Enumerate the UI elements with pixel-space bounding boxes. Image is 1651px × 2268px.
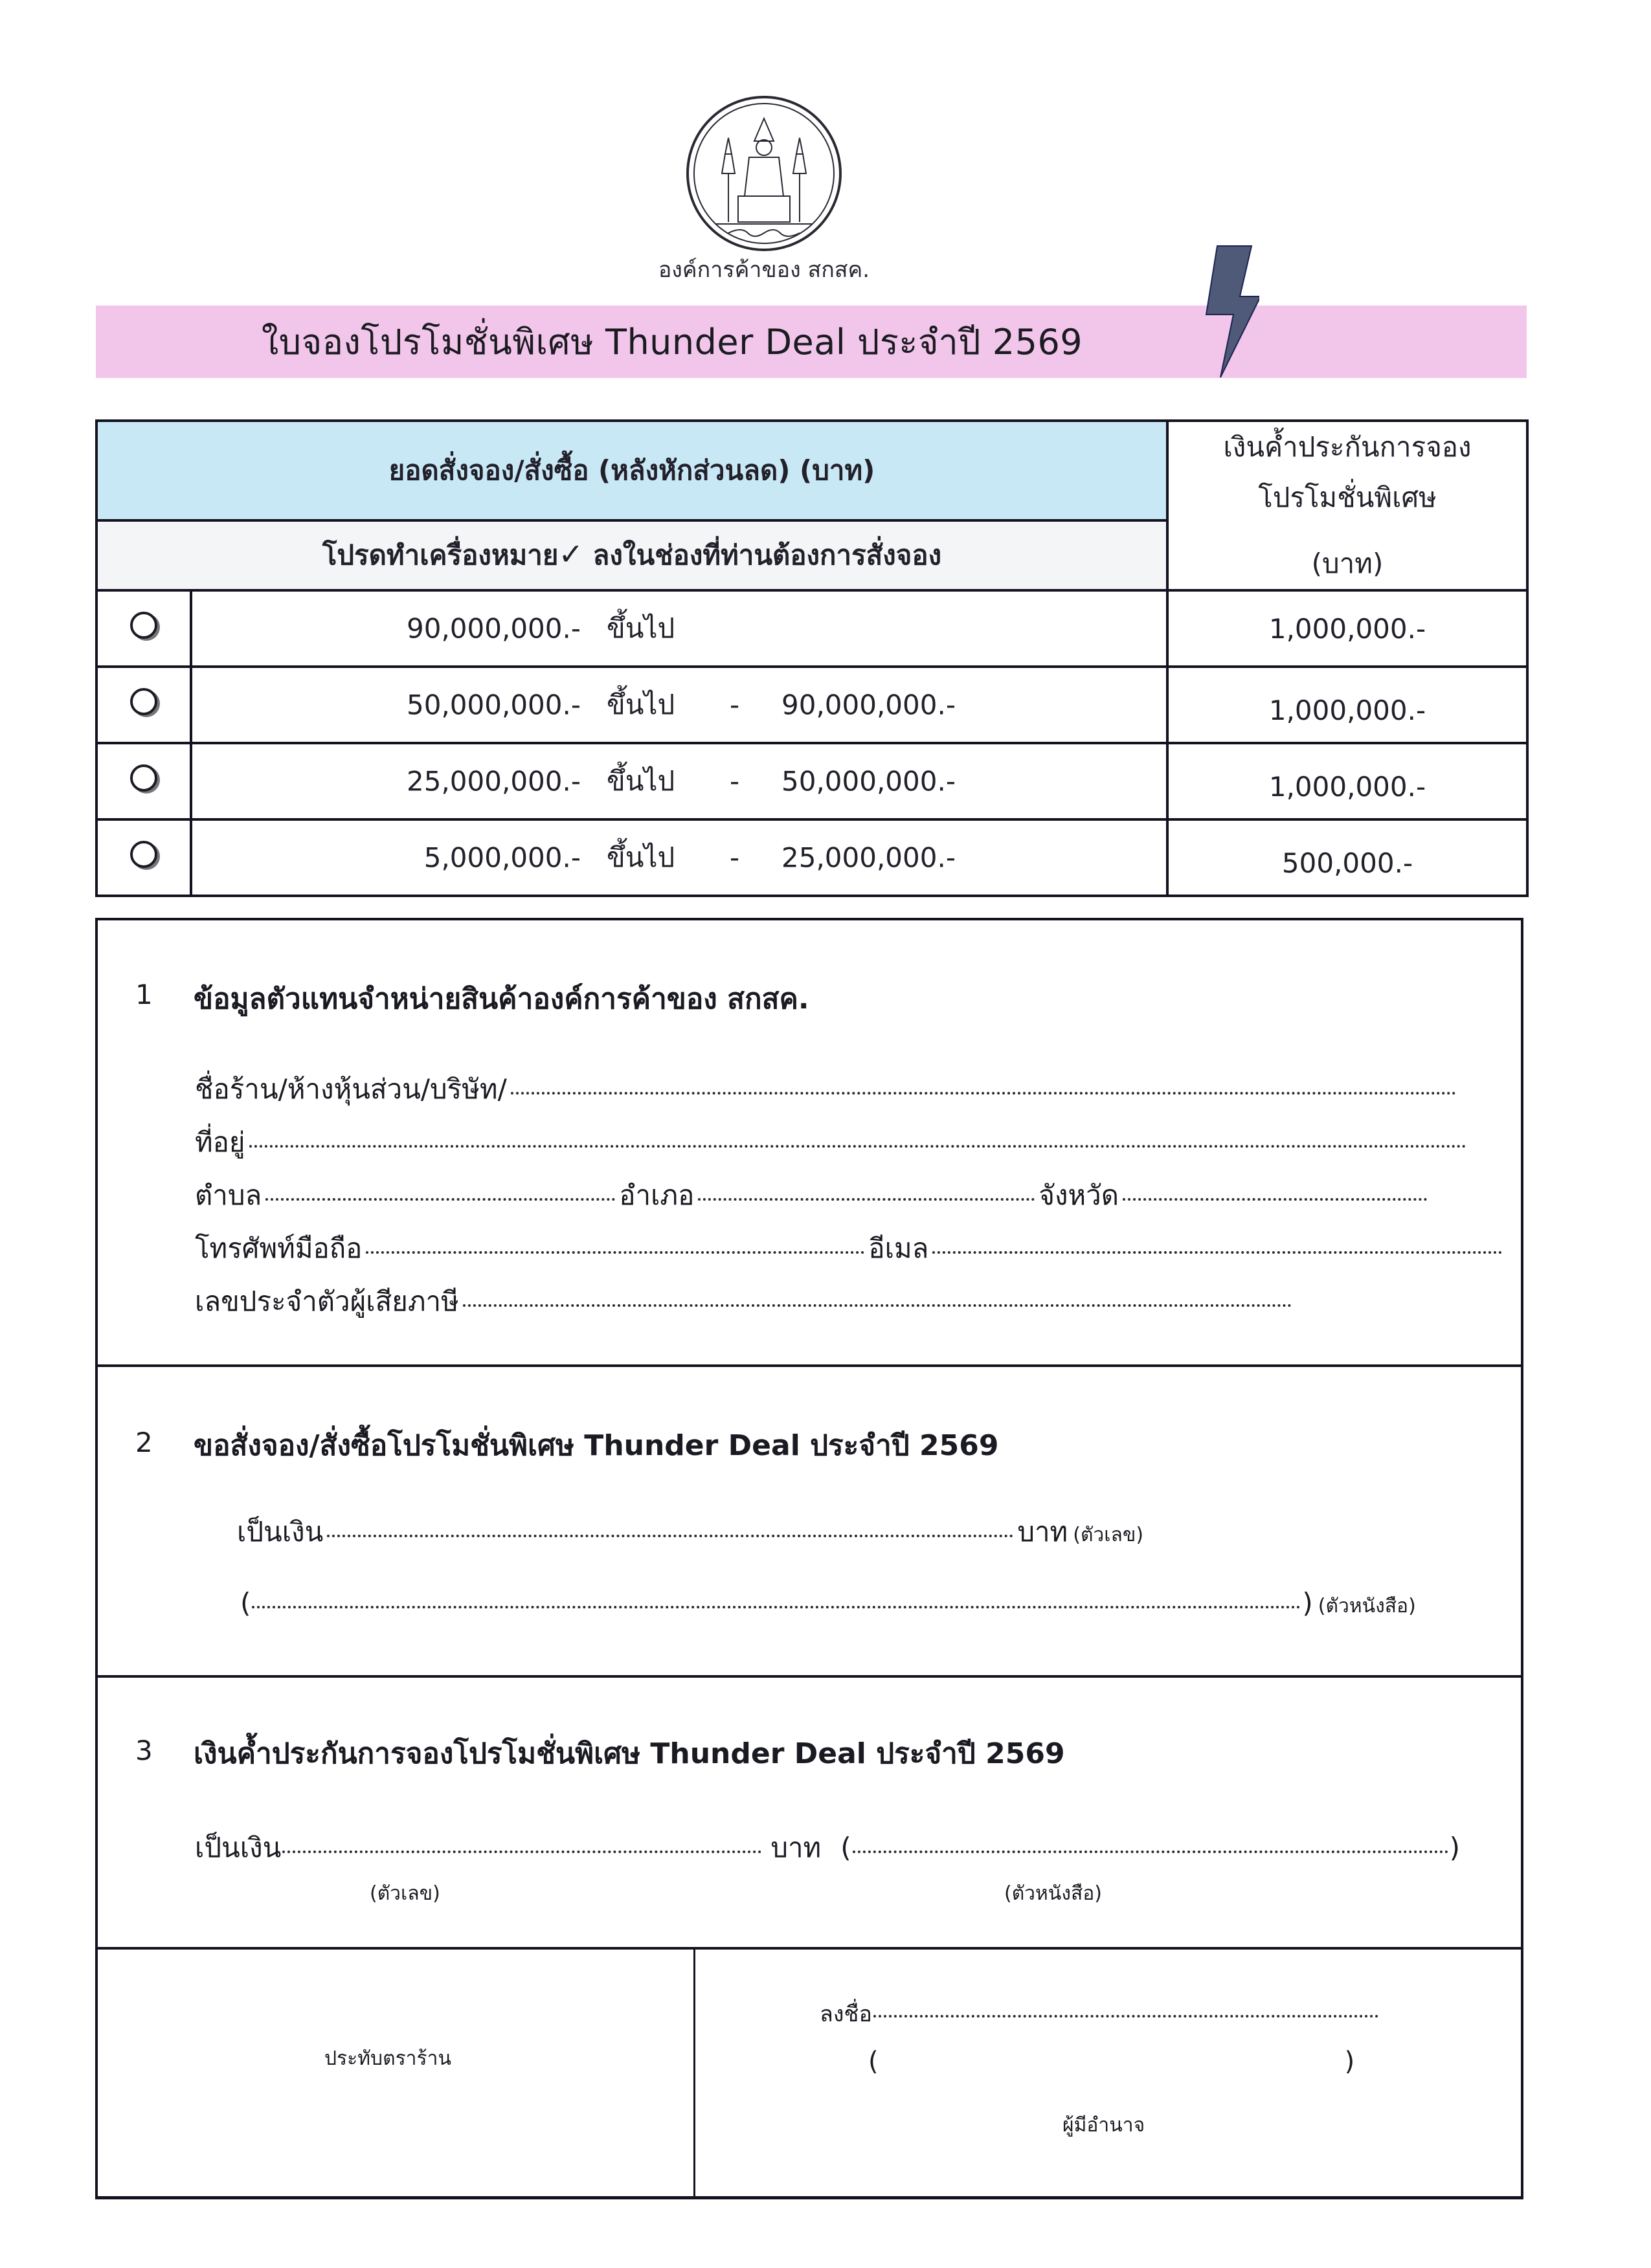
text-hint: (ตัวหนังสือ) (1004, 1882, 1102, 1905)
range-from: 5,000,000.- (423, 841, 581, 874)
mobile-input[interactable] (366, 1251, 864, 1254)
amount-label: เป็นเงิน (237, 1516, 324, 1548)
close-paren: ) (1344, 2047, 1355, 2076)
range-to: 90,000,000.- (781, 689, 956, 721)
radio-button[interactable] (130, 688, 157, 715)
section-title: ข้อมูลตัวแทนจำหน่ายสินค้าองค์การค้าของ สกสค. (194, 983, 809, 1016)
table-header-amount: ยอดสั่งจอง/สั่งซื้อ (หลังหักส่วนลด) (บาท) (96, 421, 1167, 520)
mobile-label: โทรศัพท์มือถือ (195, 1232, 363, 1264)
range-upward: ขึ้นไป (607, 689, 675, 720)
address-input[interactable] (249, 1145, 1466, 1148)
deposit-amount-field[interactable] (195, 1827, 1460, 1869)
deposit-header-line3: (บาท) (1311, 548, 1384, 579)
tax-id-label: เลขประจำตัวผู้เสียภาษี (195, 1285, 459, 1317)
open-paren: ( (240, 1587, 251, 1619)
numeric-hint: (ตัวเลข) (1073, 1524, 1144, 1546)
address-field[interactable] (195, 1121, 1470, 1164)
page-title: ใบจองโปรโมชั่นพิเศษ Thunder Deal ประจำปี 2569 (261, 322, 1083, 362)
close-paren: ) (1449, 1832, 1461, 1863)
baht-label: บาท (1017, 1516, 1068, 1548)
shop-name-field[interactable] (195, 1068, 1460, 1111)
radio-button[interactable] (130, 764, 157, 792)
baht-label: บาท (770, 1832, 822, 1863)
table-row[interactable] (96, 667, 1527, 743)
section-deposit (95, 1675, 1523, 1947)
shop-name-label: ชื่อร้าน/ห้างหุ้นส่วน/บริษัท/ (195, 1073, 507, 1105)
deposit-amount: 1,000,000.- (1268, 694, 1426, 726)
sign-label: ลงชื่อ (820, 2001, 872, 2027)
province-input[interactable] (1123, 1198, 1427, 1201)
range-upward: ขึ้นไป (607, 841, 675, 873)
section-dealer-info (95, 918, 1523, 1364)
range-to: 25,000,000.- (781, 841, 956, 874)
range-dash: - (730, 841, 740, 874)
section-signature (95, 1947, 1523, 2199)
numeric-hint: (ตัวเลข) (370, 1882, 440, 1905)
location-fields (195, 1174, 1431, 1217)
open-paren: ( (868, 2047, 879, 2076)
signer-name-field[interactable] (868, 2047, 1354, 2076)
province-label: จังหวัด (1039, 1179, 1119, 1211)
subdistrict-input[interactable] (265, 1198, 615, 1201)
section-title: ขอสั่งจอง/สั่งซื้อโปรโมชั่นพิเศษ Thunder Deal ประจำปี 2569 (194, 1429, 999, 1462)
radio-button[interactable] (130, 612, 157, 639)
email-label: อีเมล (868, 1232, 929, 1264)
table-row[interactable] (96, 590, 1527, 667)
signature-divider (693, 1950, 695, 2196)
seal-emblem-icon (631, 83, 890, 290)
authority-label: ผู้มีอำนาจ (1062, 2114, 1145, 2137)
pricing-table (95, 419, 1529, 897)
radio-button[interactable] (130, 841, 157, 868)
instruction-text: โปรดทำเครื่องหมาย (322, 539, 559, 572)
deposit-amount: 1,000,000.- (1268, 612, 1426, 645)
range-dash: - (730, 765, 740, 797)
deposit-amount-text-input[interactable] (853, 1851, 1448, 1853)
range-from: 90,000,000.- (407, 612, 581, 645)
order-amount-text-field[interactable] (240, 1587, 1416, 1621)
close-paren: ) (1302, 1587, 1313, 1619)
range-dash: - (730, 689, 740, 721)
text-hint: (ตัวหนังสือ) (1318, 1595, 1416, 1618)
amount-label: เป็นเงิน (195, 1832, 282, 1863)
contact-fields (195, 1227, 1506, 1270)
tax-id-input[interactable] (463, 1304, 1292, 1307)
range-to: 50,000,000.- (781, 765, 956, 797)
range-from: 50,000,000.- (407, 689, 581, 721)
district-input[interactable] (698, 1198, 1035, 1201)
section-order (95, 1364, 1523, 1675)
subdistrict-label: ตำบล (195, 1179, 262, 1211)
table-header-deposit (1167, 421, 1527, 590)
stamp-label: ประทับตราร้าน (324, 2047, 451, 2070)
order-amount-input[interactable] (327, 1535, 1013, 1537)
tax-id-field[interactable] (195, 1280, 1296, 1323)
email-input[interactable] (932, 1251, 1502, 1254)
table-header-instruction (96, 520, 1167, 590)
table-row[interactable] (96, 743, 1527, 819)
signature-input[interactable] (873, 2015, 1378, 2018)
deposit-amount-input[interactable] (282, 1851, 761, 1853)
signature-field[interactable] (820, 1996, 1380, 2031)
instruction-text-after: ลงในช่องที่ท่านต้องการสั่งจอง (583, 539, 942, 572)
order-amount-numeric-field[interactable] (237, 1511, 1143, 1553)
section-number: 2 (135, 1427, 153, 1458)
open-paren: ( (840, 1832, 851, 1863)
deposit-header-line1: เงินค้ำประกันการจอง (1223, 431, 1472, 463)
order-amount-text-input[interactable] (252, 1606, 1301, 1608)
deposit-amount: 500,000.- (1281, 847, 1413, 879)
logo-caption: องค์การค้าของ สกสค. (658, 257, 870, 283)
address-label: ที่อยู่ (195, 1126, 245, 1158)
deposit-header-line2: โปรโมชั่นพิเศษ (1258, 482, 1437, 513)
checkmark-icon: ✓ (558, 537, 584, 572)
section-number: 1 (135, 979, 153, 1010)
section-title: เงินค้ำประกันการจองโปรโมชั่นพิเศษ Thunder Deal ประจำปี 2569 (194, 1737, 1065, 1770)
section-number: 3 (135, 1735, 153, 1766)
range-upward: ขึ้นไป (607, 765, 675, 797)
range-from: 25,000,000.- (407, 765, 581, 797)
range-upward: ขึ้นไป (607, 612, 675, 644)
deposit-amount: 1,000,000.- (1268, 770, 1426, 803)
district-label: อำเภอ (619, 1179, 695, 1211)
lightning-bolt-icon (1201, 245, 1259, 381)
table-row[interactable] (96, 819, 1527, 896)
shop-name-input[interactable] (511, 1092, 1456, 1095)
